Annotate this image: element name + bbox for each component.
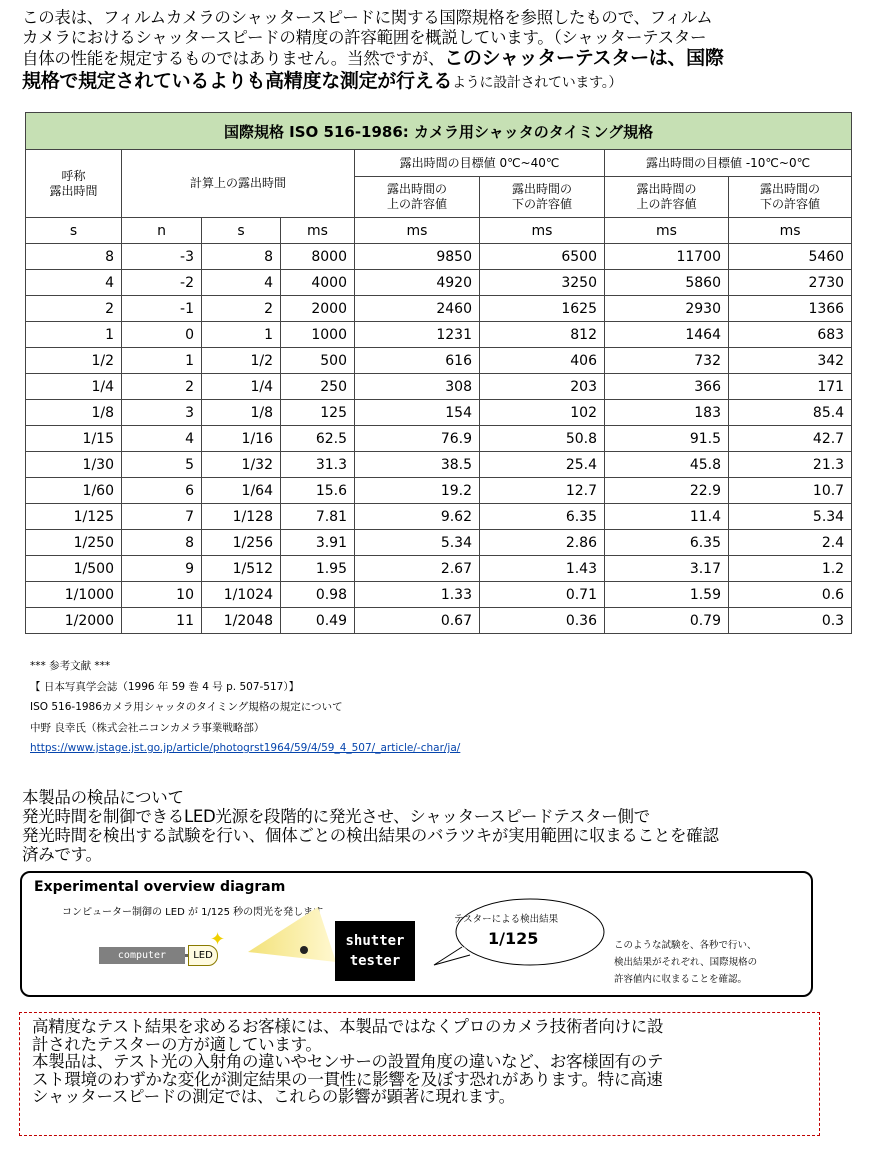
table-cell: 12.7: [480, 478, 605, 504]
header-group-0-40: 露出時間の目標値 0℃~40℃: [355, 150, 605, 177]
warning-line-3: 本製品は、テスト光の入射角の違いやセンサーの設置角度の違いなど、お客様固有のテ: [32, 1052, 664, 1071]
table-cell: 1.2: [729, 556, 852, 582]
table-cell: -2: [122, 270, 202, 296]
table-cell: 1/512: [202, 556, 281, 582]
intro-line-3: [22, 48, 852, 69]
intro-line-2: カメラにおけるシャッタースピードの精度の許容範囲を概説しています。（シャッターテスター: [22, 28, 707, 47]
inspection-section: [22, 788, 867, 864]
table-cell: 85.4: [729, 400, 852, 426]
intro-text: [22, 8, 852, 95]
inspection-line-3: 済みです。: [22, 845, 102, 864]
table-cell: 1/500: [26, 556, 122, 582]
table-cell: 1/64: [202, 478, 281, 504]
table-cell: 3: [122, 400, 202, 426]
table-cell: 1231: [355, 322, 480, 348]
table-cell: 1/2: [26, 348, 122, 374]
table-row: [26, 426, 852, 452]
table-cell: 5: [122, 452, 202, 478]
led-flash-icon: ✦: [210, 929, 226, 950]
diagram-note-3: 許容値内に収まることを確認。: [614, 974, 748, 985]
references-article: ISO 516-1986カメラ用シャッタのタイミング規格の規定について: [30, 701, 343, 713]
unit-cell: ms: [355, 218, 480, 244]
table-cell: 2930: [605, 296, 729, 322]
table-cell: 8: [122, 530, 202, 556]
table-cell: 3.91: [281, 530, 355, 556]
table-cell: 9: [122, 556, 202, 582]
table-cell: 125: [281, 400, 355, 426]
table-cell: -1: [122, 296, 202, 322]
table-cell: 7: [122, 504, 202, 530]
table-cell: 1/30: [26, 452, 122, 478]
table-cell: 31.3: [281, 452, 355, 478]
table-cell: 2730: [729, 270, 852, 296]
header-calculated-exposure: 計算上の露出時間: [122, 150, 355, 218]
table-cell: 8000: [281, 244, 355, 270]
table-cell: 1/125: [26, 504, 122, 530]
references-journal: 【 日本写真学会誌（1996 年 59 巻 4 号 p. 507-517）】: [30, 680, 300, 693]
table-cell: 11700: [605, 244, 729, 270]
table-cell: 6: [122, 478, 202, 504]
table-cell: 42.7: [729, 426, 852, 452]
table-cell: 4: [122, 426, 202, 452]
intro-line-3-bold: このシャッターテスターは、国際: [444, 47, 724, 69]
intro-line-4-normal: ように設計されています。）: [452, 75, 623, 91]
table-cell: 1/8: [26, 400, 122, 426]
table-row: [26, 452, 852, 478]
table-cell: 1/256: [202, 530, 281, 556]
table-cell: 0: [122, 322, 202, 348]
table-cell: 308: [355, 374, 480, 400]
unit-cell: ms: [480, 218, 605, 244]
table-row: [26, 244, 852, 270]
table-cell: 2000: [281, 296, 355, 322]
intro-line-4-bold: 規格で規定されているよりも高精度な測定が行える: [22, 70, 453, 92]
table-cell: 171: [729, 374, 852, 400]
table-cell: 1/1000: [26, 582, 122, 608]
table-cell: 6.35: [480, 504, 605, 530]
table-cell: 3250: [480, 270, 605, 296]
table-row: [26, 530, 852, 556]
unit-cell: ms: [729, 218, 852, 244]
table-cell: 342: [729, 348, 852, 374]
table-cell: 102: [480, 400, 605, 426]
table-cell: 1: [26, 322, 122, 348]
table-cell: 0.98: [281, 582, 355, 608]
warning-line-2: 計されたテスターの方が適しています。: [32, 1034, 322, 1054]
table-cell: 91.5: [605, 426, 729, 452]
table-cell: 9850: [355, 244, 480, 270]
table-cell: 1/8: [202, 400, 281, 426]
table-cell: 0.49: [281, 608, 355, 634]
unit-cell: ms: [281, 218, 355, 244]
inspection-line-1: 発光時間を制御できるLED光源を段階的に発光させ、シャッタースピードテスター側で: [22, 807, 650, 826]
led-icon: LED: [188, 945, 218, 966]
table-cell: 616: [355, 348, 480, 374]
warning-line-1: 高精度なテスト結果を求めるお客様には、本製品ではなくプロのカメラ技術者向けに設: [32, 1017, 664, 1036]
table-cell: 10.7: [729, 478, 852, 504]
table-cell: 7.81: [281, 504, 355, 530]
table-cell: 9.62: [355, 504, 480, 530]
diagram-note-2: 検出結果がそれぞれ、国際規格の: [614, 957, 758, 968]
header-group-minus10-0: 露出時間の目標値 -10℃~0℃: [605, 150, 852, 177]
references: [30, 656, 460, 759]
table-cell: 10: [122, 582, 202, 608]
table-cell: 25.4: [480, 452, 605, 478]
table-row: [26, 270, 852, 296]
table-cell: 21.3: [729, 452, 852, 478]
table-cell: 1/32: [202, 452, 281, 478]
table-cell: 0.71: [480, 582, 605, 608]
warning-box: [19, 1012, 820, 1136]
iso-timing-table: [25, 112, 852, 634]
table-cell: 8: [202, 244, 281, 270]
diagram-subtitle: コンピューター制御の LED が 1/125 秒の閃光を発します: [62, 907, 324, 918]
table-cell: 3.17: [605, 556, 729, 582]
table-cell: 0.67: [355, 608, 480, 634]
table-cell: 1.95: [281, 556, 355, 582]
header-upper-tolerance: 露出時間の 上の許容値: [605, 177, 729, 218]
unit-cell: ms: [605, 218, 729, 244]
table-cell: 1464: [605, 322, 729, 348]
shutter-tester-box: [335, 921, 415, 981]
unit-cell: s: [26, 218, 122, 244]
table-cell: 1366: [729, 296, 852, 322]
table-cell: 4: [26, 270, 122, 296]
table-cell: 1/1024: [202, 582, 281, 608]
table-cell: 1/15: [26, 426, 122, 452]
table-cell: 1000: [281, 322, 355, 348]
table-cell: 45.8: [605, 452, 729, 478]
table-cell: 500: [281, 348, 355, 374]
table-cell: 366: [605, 374, 729, 400]
header-nominal-exposure: 呼称 露出時間: [26, 150, 122, 218]
table-cell: 5460: [729, 244, 852, 270]
table-cell: 1/4: [202, 374, 281, 400]
table-row: [26, 608, 852, 634]
table-row: [26, 556, 852, 582]
table-row: [26, 400, 852, 426]
table-cell: 2: [202, 296, 281, 322]
table-cell: 2.4: [729, 530, 852, 556]
table-cell: 4: [202, 270, 281, 296]
diagram-note: [614, 937, 757, 988]
table-cell: 6.35: [605, 530, 729, 556]
references-link[interactable]: https://www.jstage.jst.go.jp/article/photogrst1964/59/4/59_4_507/_article/-char/ja/: [30, 742, 461, 754]
table-cell: 732: [605, 348, 729, 374]
diagram-title: Experimental overview diagram: [34, 879, 286, 895]
table-cell: 250: [281, 374, 355, 400]
table-cell: 11: [122, 608, 202, 634]
table-cell: 2: [26, 296, 122, 322]
intro-line-4: [22, 69, 852, 95]
table-row: [26, 348, 852, 374]
header-lower-tolerance: 露出時間の 下の許容値: [729, 177, 852, 218]
table-cell: 1: [202, 322, 281, 348]
warning-line-5: シャッタースピードの測定では、これらの影響が顕著に現れます。: [32, 1087, 515, 1106]
table-cell: 1.43: [480, 556, 605, 582]
unit-cell: n: [122, 218, 202, 244]
table-cell: 0.36: [480, 608, 605, 634]
table-cell: 1/128: [202, 504, 281, 530]
table-cell: 19.2: [355, 478, 480, 504]
table-cell: 76.9: [355, 426, 480, 452]
table-cell: 154: [355, 400, 480, 426]
table-cell: 2: [122, 374, 202, 400]
table-row: [26, 504, 852, 530]
table-cell: -3: [122, 244, 202, 270]
diagram-note-1: このような試験を、各秒で行い、: [614, 940, 757, 951]
table-row: [26, 322, 852, 348]
table-cell: 4000: [281, 270, 355, 296]
table-cell: 22.9: [605, 478, 729, 504]
table-cell: 5.34: [355, 530, 480, 556]
table-cell: 183: [605, 400, 729, 426]
table-cell: 1/2048: [202, 608, 281, 634]
table-cell: 50.8: [480, 426, 605, 452]
warning-line-4: スト環境のわずかな変化が測定結果の一貫性に影響を及ぼす恐れがあります。特に高速: [32, 1069, 663, 1089]
table-cell: 1.59: [605, 582, 729, 608]
references-heading: *** 参考文献 ***: [30, 660, 111, 672]
table-cell: 8: [26, 244, 122, 270]
table-cell: 5.34: [729, 504, 852, 530]
header-lower-tolerance: 露出時間の 下の許容値: [480, 177, 605, 218]
table-cell: 1/250: [26, 530, 122, 556]
table-cell: 0.3: [729, 608, 852, 634]
intro-line-1: この表は、フィルムカメラのシャッタースピードに関する国際規格を参照したもので、フィルム: [22, 8, 713, 27]
table-cell: 1: [122, 348, 202, 374]
light-beam-icon: [248, 907, 338, 977]
table-row: [26, 296, 852, 322]
table-cell: 1/4: [26, 374, 122, 400]
table-cell: 6500: [480, 244, 605, 270]
computer-box: computer: [99, 947, 185, 964]
table-cell: 11.4: [605, 504, 729, 530]
table-cell: 406: [480, 348, 605, 374]
table-cell: 683: [729, 322, 852, 348]
table-cell: 0.79: [605, 608, 729, 634]
table-cell: 5860: [605, 270, 729, 296]
table-body: [26, 244, 852, 634]
experimental-diagram: [20, 871, 813, 997]
table-cell: 2460: [355, 296, 480, 322]
header-upper-tolerance: 露出時間の 上の許容値: [355, 177, 480, 218]
table-cell: 2.67: [355, 556, 480, 582]
table-cell: 1/60: [26, 478, 122, 504]
table-cell: 38.5: [355, 452, 480, 478]
unit-cell: s: [202, 218, 281, 244]
table-title: 国際規格 ISO 516-1986: カメラ用シャッタのタイミング規格: [26, 113, 852, 150]
table-cell: 1/2000: [26, 608, 122, 634]
table-cell: 203: [480, 374, 605, 400]
table-row: [26, 374, 852, 400]
table-cell: 4920: [355, 270, 480, 296]
tester-label-1: shutter: [345, 933, 405, 949]
table-cell: 1/16: [202, 426, 281, 452]
bubble-label: テスターによる検出結果: [454, 914, 559, 925]
references-author: 中野 良幸氏（株式会社ニコンカメラ事業戦略部）: [30, 721, 265, 734]
table-cell: 0.6: [729, 582, 852, 608]
table-cell: 812: [480, 322, 605, 348]
table-cell: 1625: [480, 296, 605, 322]
units-row: [26, 218, 852, 244]
table-row: [26, 478, 852, 504]
table-cell: 1/2: [202, 348, 281, 374]
intro-line-3-normal: 自体の性能を規定するものではありません。当然ですが、: [22, 49, 445, 68]
inspection-line-2: 発光時間を検出する試験を行い、個体ごとの検出結果のバラツキが実用範囲に収まることを確認: [22, 826, 719, 845]
tester-label-2: tester: [349, 953, 401, 969]
inspection-heading: 本製品の検品について: [22, 788, 184, 807]
bubble-value: 1/125: [488, 929, 539, 948]
table-cell: 1.33: [355, 582, 480, 608]
table-cell: 62.5: [281, 426, 355, 452]
table-cell: 15.6: [281, 478, 355, 504]
table-cell: 2.86: [480, 530, 605, 556]
table-row: [26, 582, 852, 608]
